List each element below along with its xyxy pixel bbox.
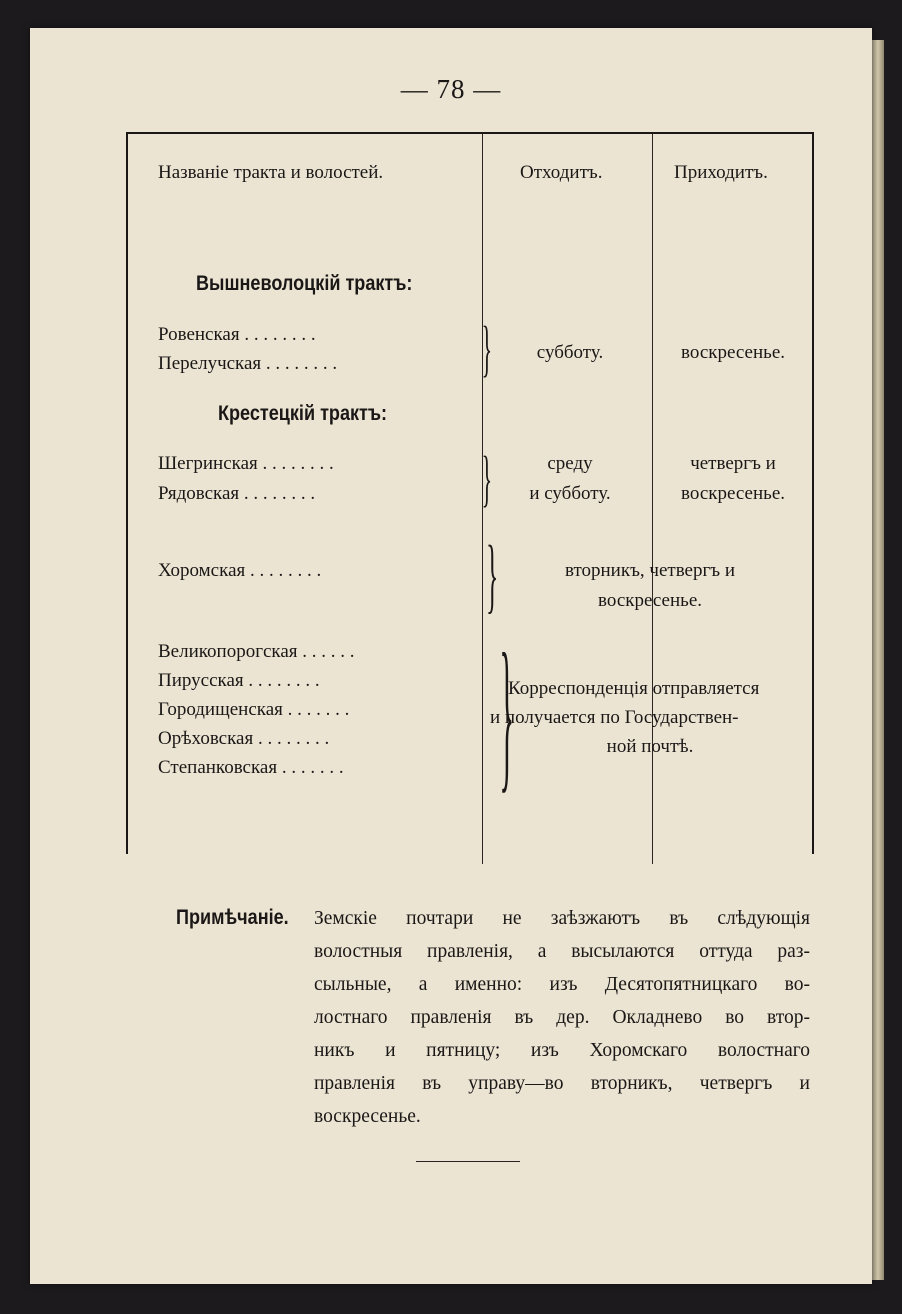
arrives-cell-line: воскресенье. <box>681 483 785 504</box>
brace-icon: } <box>486 529 499 622</box>
page-edge <box>872 40 884 1280</box>
header-departs: Отходитъ. <box>520 162 603 183</box>
arrives-cell: воскресенье. <box>681 342 785 363</box>
brace-icon: } <box>481 315 493 383</box>
combined-cell-line: и получается по Государствен- <box>490 707 739 728</box>
note-line: правленія въ управу—во вторникъ, четвергъ и <box>314 1073 810 1094</box>
combined-cell-line: воскресенье. <box>598 590 702 611</box>
section-title-vyshnevolotsky: Вышневолоцкій трактъ: <box>196 272 413 295</box>
table-row: Пирусская . . . . . . . . <box>158 670 320 691</box>
combined-cell-line: вторникъ, четвергъ и <box>564 560 736 581</box>
combined-cell-line: ной почтѣ. <box>606 736 694 757</box>
note-line: Земскіе почтари не заѣзжаютъ въ слѣдующія <box>314 908 810 929</box>
table-row: Шегринская . . . . . . . . <box>158 453 334 474</box>
header-arrives: Приходитъ. <box>674 162 768 183</box>
table-row: Перелучская . . . . . . . . <box>158 353 338 374</box>
header-name: Названіе тракта и волостей. <box>158 162 384 183</box>
brace-icon: } <box>481 445 493 513</box>
note-line: сыльные, а именно: изъ Десятопятницкаго во- <box>314 974 810 995</box>
combined-cell-line: Корреспонденція отправляется <box>508 678 760 699</box>
page-number: — 78 — <box>400 74 502 104</box>
section-title-krestetsky: Крестецкій трактъ: <box>218 402 388 425</box>
table-row: Орѣховская . . . . . . . . <box>158 728 330 749</box>
table-row: Ровенская . . . . . . . . <box>158 324 316 345</box>
closing-rule <box>416 1161 520 1162</box>
table-row: Городищенская . . . . . . . <box>158 699 350 720</box>
note-label: Примѣчаніе. <box>176 906 289 929</box>
note-line: воскресенье. <box>314 1106 421 1127</box>
note-line: лостнаго правленія въ дер. Окладнево во втор- <box>314 1007 810 1028</box>
table-row: Хоромская . . . . . . . . <box>158 560 322 581</box>
table-row: Великопорогская . . . . . . <box>158 641 355 662</box>
note-line: никъ и пятницу; изъ Хоромскаго волостнаго <box>314 1040 810 1061</box>
arrives-cell-line: четвергъ и <box>690 453 776 474</box>
book-page <box>30 28 872 1284</box>
departs-cell-line: и субботу. <box>529 483 611 504</box>
table-row: Рядовская . . . . . . . . <box>158 483 316 504</box>
brace-icon: } <box>499 619 515 807</box>
note-line: волостныя правленія, а высылаются оттуда раз- <box>314 941 810 962</box>
departs-cell-line: среду <box>547 453 593 474</box>
departs-cell: субботу. <box>536 342 604 363</box>
table-row: Степанковская . . . . . . . <box>158 757 344 778</box>
